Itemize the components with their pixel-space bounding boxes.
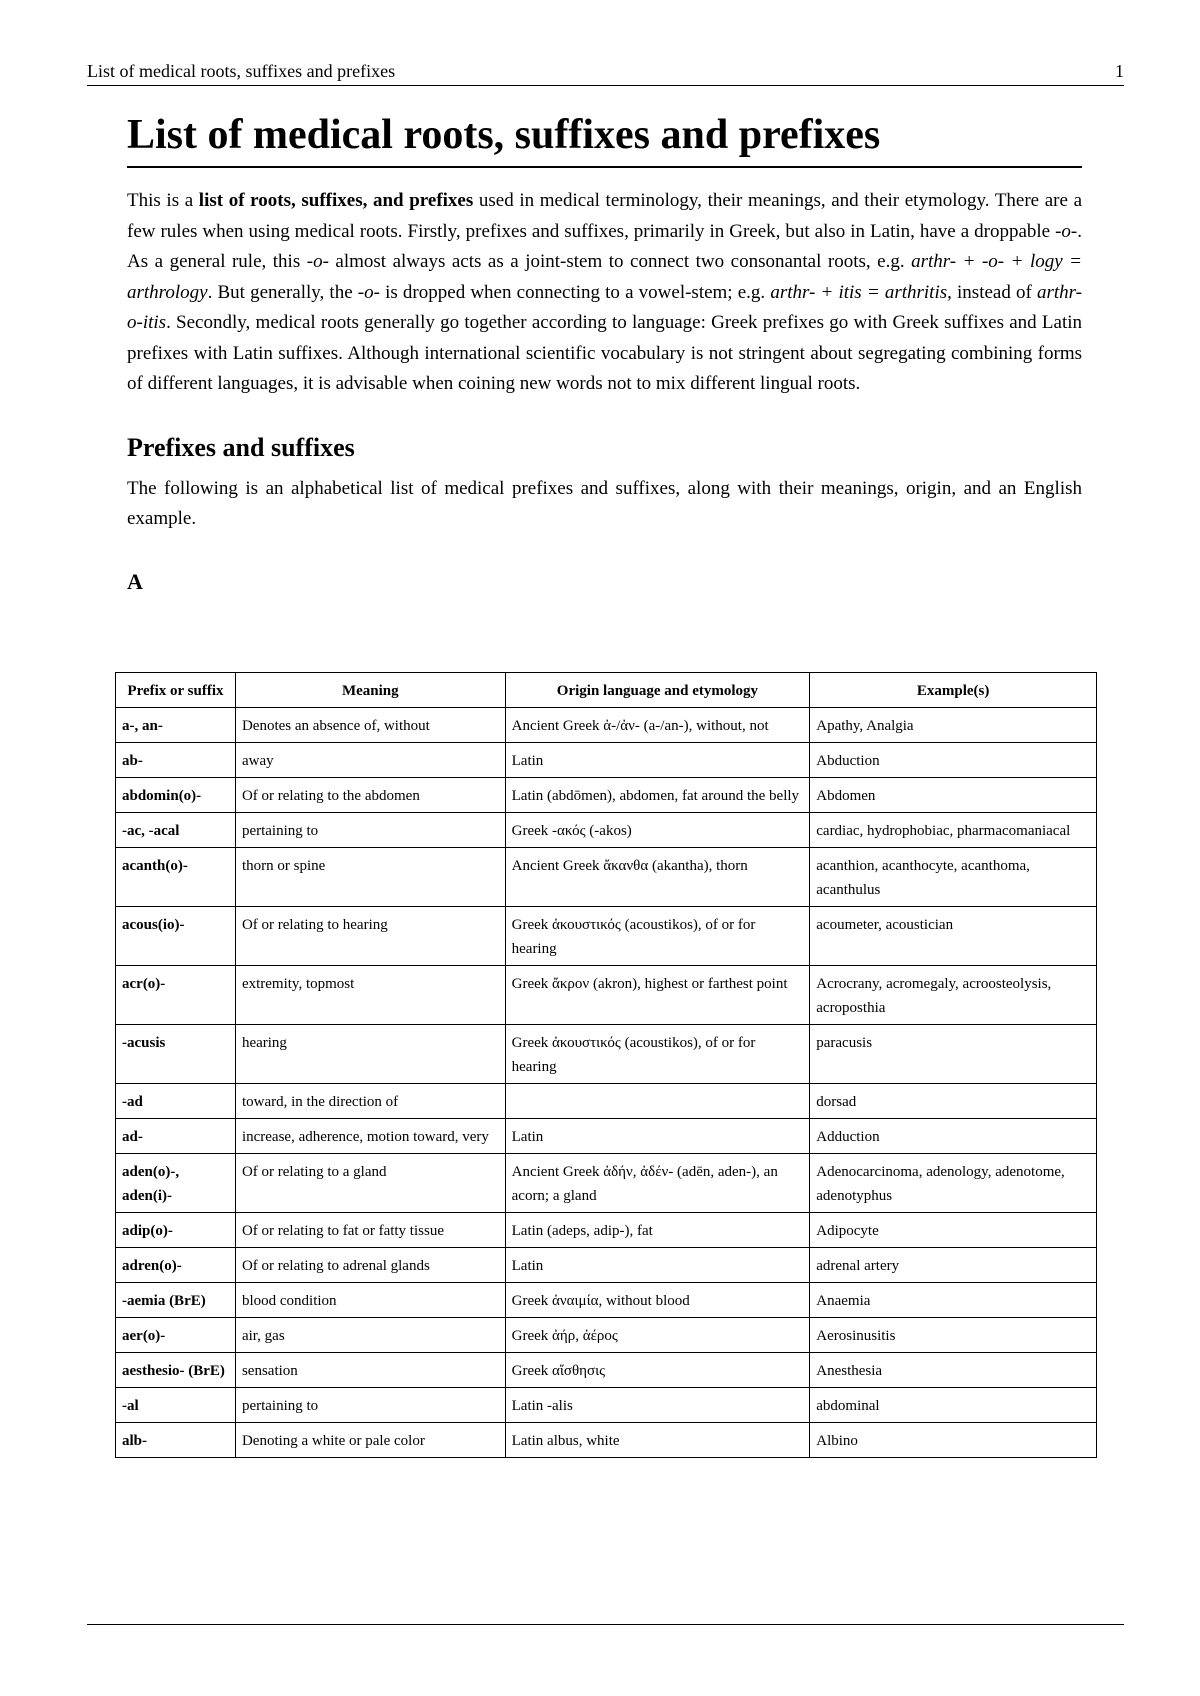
prefix-cell: -ad	[116, 1084, 236, 1119]
prefix-cell: alb-	[116, 1423, 236, 1458]
meaning-cell: hearing	[235, 1025, 505, 1084]
origin-cell	[505, 1084, 810, 1119]
table-row	[116, 778, 1097, 813]
prefix-cell: -acusis	[116, 1025, 236, 1084]
example-cell: Anesthesia	[810, 1353, 1097, 1388]
page-header	[87, 59, 1124, 86]
meaning-cell: thorn or spine	[235, 848, 505, 907]
prefix-cell: -aemia (BrE)	[116, 1283, 236, 1318]
intro-text: . As a general rule, this	[127, 220, 1082, 273]
meaning-cell: Of or relating to fat or fatty tissue	[235, 1213, 505, 1248]
column-header: Meaning	[235, 673, 505, 708]
prefix-cell: aer(o)-	[116, 1318, 236, 1353]
origin-cell: Greek ἀκουστικός (acoustikos), of or for hearing	[505, 1025, 810, 1084]
meaning-cell: sensation	[235, 1353, 505, 1388]
origin-cell: Greek ἀήρ, ἀέρος	[505, 1318, 810, 1353]
intro-italic: -o-	[1055, 220, 1078, 242]
prefix-cell: adip(o)-	[116, 1213, 236, 1248]
meaning-cell: air, gas	[235, 1318, 505, 1353]
example-cell: Acrocrany, acromegaly, acroosteolysis, acroposthia	[810, 966, 1097, 1025]
page-number: 1	[1115, 61, 1124, 81]
meaning-cell: Of or relating to adrenal glands	[235, 1248, 505, 1283]
origin-cell: Ancient Greek ἄκανθα (akantha), thorn	[505, 848, 810, 907]
intro-text: used in medical terminology, their meanings, and their etymology. There are a few rules when using medical roots. Firstly, prefixes and suffixes, primarily in Greek, but also in Latin, have a droppable	[127, 190, 1083, 242]
origin-cell: Ancient Greek ἀ-/ἀν- (a-/an-), without, not	[505, 708, 810, 743]
column-header: Origin language and etymology	[505, 673, 810, 708]
origin-cell: Greek αἴσθησις	[505, 1353, 810, 1388]
intro-text: , instead of	[947, 281, 1037, 303]
prefix-cell: acous(io)-	[116, 907, 236, 966]
page-title: List of medical roots, suffixes and prefixes	[127, 110, 1082, 168]
intro-italic: -o-	[357, 281, 380, 303]
origin-cell: Greek -ακός (-akos)	[505, 813, 810, 848]
section-intro: The following is an alphabetical list of medical prefixes and suffixes, along with their meanings, origin, and an English example.	[127, 477, 1082, 530]
table-row	[116, 1119, 1097, 1154]
section-heading: Prefixes and suffixes	[127, 432, 355, 462]
intro-italic: -o-	[306, 251, 329, 273]
intro-paragraph	[127, 186, 1082, 400]
table-row	[116, 1025, 1097, 1084]
table-row	[116, 1154, 1097, 1213]
meaning-cell: extremity, topmost	[235, 966, 505, 1025]
intro-text: almost always acts as a joint-stem to connect two consonantal roots, e.g.	[328, 251, 912, 273]
intro-bold-link[interactable]: list of roots, suffixes, and prefixes	[198, 190, 474, 212]
example-cell: Abdomen	[810, 778, 1097, 813]
prefix-cell: adren(o)-	[116, 1248, 236, 1283]
example-cell: Apathy, Analgia	[810, 708, 1097, 743]
meaning-cell: Of or relating to hearing	[235, 907, 505, 966]
example-cell: acanthion, acanthocyte, acanthoma, acanthulus	[810, 848, 1097, 907]
table-row	[116, 1318, 1097, 1353]
example-cell: Adduction	[810, 1119, 1097, 1154]
intro-text: This is a	[127, 190, 199, 212]
prefix-cell: aesthesio- (BrE)	[116, 1353, 236, 1388]
meaning-cell: blood condition	[235, 1283, 505, 1318]
table-row	[116, 1283, 1097, 1318]
table-row	[116, 1248, 1097, 1283]
footer-divider	[87, 1624, 1124, 1625]
article-content	[127, 110, 1082, 596]
table-row	[116, 1423, 1097, 1458]
example-cell: Adipocyte	[810, 1213, 1097, 1248]
intro-italic: arthr- + itis = arthritis	[770, 281, 948, 303]
prefix-cell: acanth(o)-	[116, 848, 236, 907]
origin-cell: Greek ἀναιμία, without blood	[505, 1283, 810, 1318]
meaning-cell: increase, adherence, motion toward, very	[235, 1119, 505, 1154]
prefix-cell: abdomin(o)-	[116, 778, 236, 813]
meaning-cell: toward, in the direction of	[235, 1084, 505, 1119]
example-cell: Albino	[810, 1423, 1097, 1458]
meaning-cell: Denotes an absence of, without	[235, 708, 505, 743]
example-cell: adrenal artery	[810, 1248, 1097, 1283]
origin-cell: Latin	[505, 1248, 810, 1283]
example-cell: Aerosinusitis	[810, 1318, 1097, 1353]
table-row	[116, 1213, 1097, 1248]
intro-italic: arthr-o-itis	[127, 281, 1082, 334]
table-row	[116, 966, 1097, 1025]
meaning-cell: away	[235, 743, 505, 778]
origin-cell: Latin albus, white	[505, 1423, 810, 1458]
table-row	[116, 1353, 1097, 1388]
origin-cell: Latin (abdōmen), abdomen, fat around the belly	[505, 778, 810, 813]
example-cell: paracusis	[810, 1025, 1097, 1084]
header-title: List of medical roots, suffixes and prefixes	[87, 61, 396, 81]
example-cell: dorsad	[810, 1084, 1097, 1119]
intro-text: is dropped when connecting to a vowel-stem; e.g.	[379, 281, 771, 303]
meaning-cell: pertaining to	[235, 1388, 505, 1423]
example-cell: Abduction	[810, 743, 1097, 778]
example-cell: Anaemia	[810, 1283, 1097, 1318]
table-row	[116, 813, 1097, 848]
meaning-cell: Of or relating to the abdomen	[235, 778, 505, 813]
prefix-cell: ad-	[116, 1119, 236, 1154]
origin-cell: Latin	[505, 1119, 810, 1154]
meaning-cell: Denoting a white or pale color	[235, 1423, 505, 1458]
example-cell: cardiac, hydrophobiac, pharmacomaniacal	[810, 813, 1097, 848]
column-header: Prefix or suffix	[116, 673, 236, 708]
origin-cell: Ancient Greek ἀδήν, ἀδέν- (adēn, aden-), an acorn; a gland	[505, 1154, 810, 1213]
origin-cell: Latin (adeps, adip-), fat	[505, 1213, 810, 1248]
table-row	[116, 708, 1097, 743]
intro-italic: arthr- + -o- + logy = arthrology	[127, 251, 1083, 303]
origin-cell: Latin -alis	[505, 1388, 810, 1423]
meaning-cell: Of or relating to a gland	[235, 1154, 505, 1213]
origin-cell: Greek ἄκρον (akron), highest or farthest point	[505, 966, 810, 1025]
meaning-cell: pertaining to	[235, 813, 505, 848]
table-header-row	[116, 673, 1097, 708]
roots-table	[115, 672, 1097, 1458]
column-header: Example(s)	[810, 673, 1097, 708]
prefix-cell: aden(o)-, aden(i)-	[116, 1154, 236, 1213]
table-row	[116, 1388, 1097, 1423]
table-row	[116, 1084, 1097, 1119]
letter-heading: A	[127, 568, 143, 594]
table-row	[116, 743, 1097, 778]
prefix-cell: a-, an-	[116, 708, 236, 743]
example-cell: acoumeter, acoustician	[810, 907, 1097, 966]
origin-cell: Latin	[505, 743, 810, 778]
table-row	[116, 848, 1097, 907]
intro-text: . But generally, the	[207, 281, 358, 303]
prefix-cell: ab-	[116, 743, 236, 778]
example-cell: abdominal	[810, 1388, 1097, 1423]
prefix-cell: -al	[116, 1388, 236, 1423]
prefix-cell: acr(o)-	[116, 966, 236, 1025]
prefix-cell: -ac, -acal	[116, 813, 236, 848]
example-cell: Adenocarcinoma, adenology, adenotome, adenotyphus	[810, 1154, 1097, 1213]
table-row	[116, 907, 1097, 966]
intro-text: . Secondly, medical roots generally go together according to language: Greek prefixes go with Greek suffixes and Latin prefixes with Latin suffixes. Although international scientific vocabulary is not stringent about segregating combining forms of different languages, it is advisable when coining new words not to mix different lingual roots.	[127, 312, 1082, 395]
origin-cell: Greek ἀκουστικός (acoustikos), of or for hearing	[505, 907, 810, 966]
